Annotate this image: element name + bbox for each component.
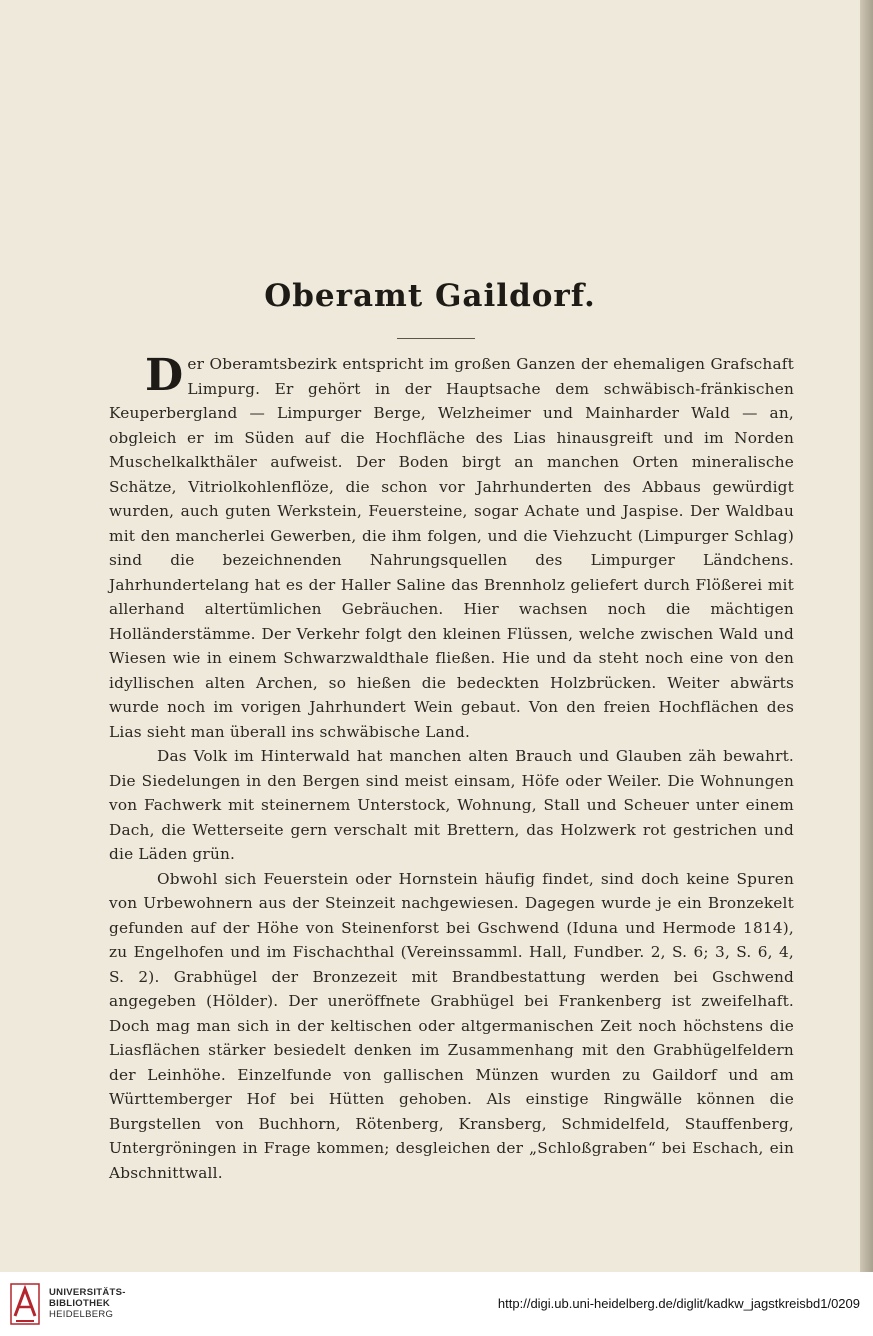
paragraph-1-text: er Oberamtsbezirk entspricht im großen Ganzen der ehemaligen Grafschaft Limpurg. Er gehört in der Hauptsache dem schwäbisch-fränkischen Keuperbergland — Limpurger Berge, Welzheimer und Mainharder Wald — an, obgleich er im Süden auf die Hochfläche des Lias hinausgreift und im Norden Muschelkalkthäler aufweist. Der Boden birgt an manchen Orten mineralische Schätze, Vitriolkohlenflöze, die schon vor Jahrhunderten des Abbaus gewürdigt wurden, auch guten Werkstein, Feuersteine, sogar Achate und Jaspise. Der Waldbau mit den mancherlei Gewerben, die ihm folgen, und die Viehzucht (Limpurger Schlag) sind die bezeichnenden Nahrungsquellen des Limpurger Ländchens. Jahrhundertelang hat es der Haller Saline das Brennholz geliefert durch Flößerei mit allerhand altertümlichen Gebräuchen. Hier wachsen noch die mächtigen Holländerstämme. Der Verkehr folgt den kleinen Flüssen, welche zwischen Wald und Wiesen wie in einem Schwarzwaldthale fließen. Hie und da steht noch eine von den idyllischen alten Archen, so hießen die bedeckten Holzbrücken. Weiter abwärts wurde noch im vorigen Jahrhundert Wein gebaut. Von den freien Hochflächen des Lias sieht man überall ins schwäbische Land. — [109, 355, 794, 741]
university-library-logo-icon[interactable] — [10, 1283, 40, 1325]
paragraph-1 — [109, 352, 794, 744]
drop-cap: D — [145, 350, 184, 401]
permalink-url[interactable]: http://digi.ub.uni-heidelberg.de/diglit/kadkw_jagstkreisbd1/0209 — [497, 1296, 860, 1311]
institution-name — [49, 1287, 126, 1320]
page-title: Oberamt Gaildorf. — [264, 278, 596, 314]
paragraph-2: Das Volk im Hinterwald hat manchen alten Brauch und Glauben zäh bewahrt. Die Siedelungen in den Bergen sind meist einsam, Höfe oder Weiler. Die Wohnungen von Fachwerk mit steinernem Unterstock, Wohnung, Stall und Scheuer unter einem Dach, die Wetterseite gern verschalt mit Brettern, das Holzwerk rot gestrichen und die Läden grün. — [109, 747, 794, 863]
title-divider — [397, 338, 475, 339]
institution-line-2: BIBLIOTHEK — [49, 1298, 111, 1309]
body-text — [109, 352, 794, 1185]
institution-line-3: HEIDELBERG — [49, 1309, 114, 1320]
page-edge — [860, 0, 873, 1272]
institution-line-1: UNIVERSITÄTS- — [49, 1287, 126, 1298]
paragraph-3: Obwohl sich Feuerstein oder Hornstein häufig findet, sind doch keine Spuren von Urbewohnern aus der Steinzeit nachgewiesen. Dagegen wurde je ein Bronzekelt gefunden auf der Höhe von Steinenforst bei Gschwend (Iduna und Hermode 1814), zu Engelhofen und im Fischachthal (Vereinssamml. Hall, Fundber. 2, S. 6; 3, S. 6, 4, S. 2). Grabhügel der Bronzezeit mit Brandbestattung werden bei Gschwend angegeben (Hölder). Der uneröffnete Grabhügel bei Frankenberg ist zweifelhaft. Doch mag man sich in der keltischen oder altgermanischen Zeit noch höchstens die Liasflächen stärker besiedelt denken im Zusammenhang mit den Grabhügelfeldern der Leinhöhe. Einzelfunde von gallischen Münzen wurden zu Gaildorf und am Württemberger Hof bei Hütten gehoben. Als einstige Ringwälle können die Burgstellen von Buchhorn, Rötenberg, Kransberg, Schmidelfeld, Stauffenberg, Untergröningen in Frage kommen; desgleichen der „Schloßgraben“ bei Eschach, ein Abschnittwall. — [109, 869, 794, 1182]
